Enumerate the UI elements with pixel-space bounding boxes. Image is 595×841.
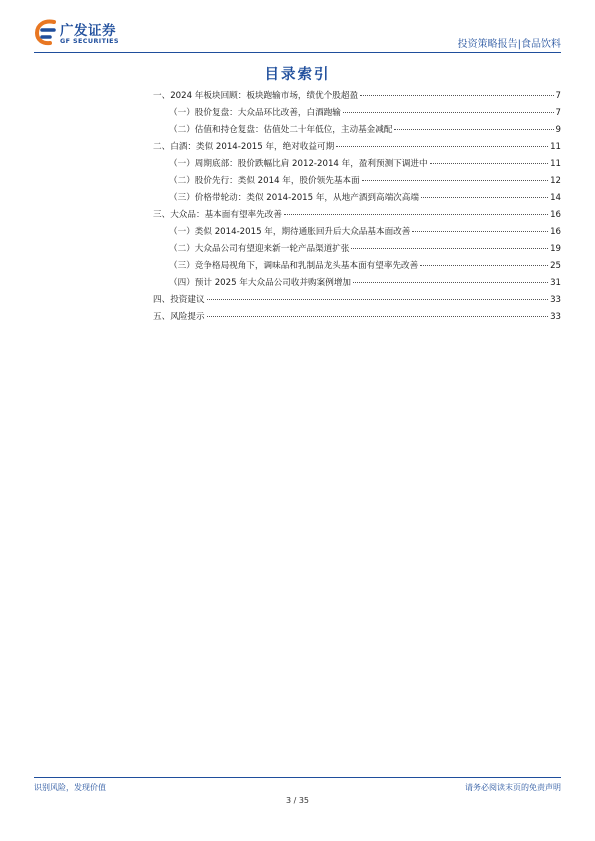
toc-entry-page: 16 (550, 210, 561, 220)
toc-entry-page: 12 (550, 176, 561, 186)
toc-leader-dots (353, 282, 548, 283)
toc-entry-text: 一、2024 年板块回顾：板块跑输市场，绩优个股超盈 (153, 91, 359, 101)
toc-entry-text: 四、投资建议 (153, 295, 205, 305)
toc-entry[interactable] (153, 157, 561, 174)
toc-entry-text: （四）预计 2025 年大众品公司收并购案例增加 (169, 278, 352, 288)
toc-entry[interactable] (153, 191, 561, 208)
toc-leader-dots (351, 248, 548, 249)
toc-entry[interactable] (153, 106, 561, 123)
toc-leader-dots (207, 316, 548, 317)
logo-english-name: GF SECURITIES (60, 37, 119, 45)
toc-entry-page: 31 (550, 278, 561, 288)
toc-entry[interactable] (153, 140, 561, 157)
company-logo (34, 18, 134, 50)
footer-divider (34, 777, 561, 778)
toc-entry-page: 33 (550, 312, 561, 322)
toc-entry-text: （二）股价先行：类似 2014 年，股价领先基本面 (169, 176, 360, 186)
toc-leader-dots (421, 197, 548, 198)
table-of-contents (153, 89, 561, 327)
toc-entry-page: 11 (550, 142, 561, 152)
toc-leader-dots (394, 129, 553, 130)
toc-entry[interactable] (153, 310, 561, 327)
toc-entry-text: （二）大众品公司有望迎来新一轮产品渠道扩张 (169, 244, 350, 254)
toc-leader-dots (430, 163, 549, 164)
toc-entry-page: 7 (555, 108, 561, 118)
toc-entry-page: 14 (550, 193, 561, 203)
toc-entry[interactable] (153, 293, 561, 310)
toc-entry-page: 7 (555, 91, 561, 101)
logo-chinese-name: 广发证券 (60, 23, 116, 39)
toc-leader-dots (420, 265, 548, 266)
toc-entry-page: 33 (550, 295, 561, 305)
toc-title: 目录索引 (264, 67, 331, 83)
toc-entry-text: 三、大众品：基本面有望率先改善 (153, 210, 282, 220)
toc-leader-dots (360, 95, 553, 96)
toc-entry-page: 11 (550, 159, 561, 169)
toc-leader-dots (412, 231, 548, 232)
footer-disclaimer-note: 请务必阅读末页的免责声明 (465, 783, 561, 792)
page-number: 3 / 35 (285, 796, 310, 805)
toc-entry-text: （三）竞争格局视角下，调味品和乳制品龙头基本面有望率先改善 (169, 261, 419, 271)
toc-entry[interactable] (153, 276, 561, 293)
toc-entry-page: 25 (550, 261, 561, 271)
toc-entry-text: （一）类似 2014-2015 年，期待通胀回升后大众品基本面改善 (169, 227, 411, 237)
toc-entry[interactable] (153, 89, 561, 106)
toc-leader-dots (343, 112, 554, 113)
footer-slogan: 识别风险，发现价值 (34, 783, 106, 792)
toc-entry[interactable] (153, 225, 561, 242)
toc-entry-page: 19 (550, 244, 561, 254)
toc-leader-dots (207, 299, 548, 300)
toc-entry[interactable] (153, 123, 561, 140)
gf-logo-icon (34, 18, 58, 46)
toc-entry[interactable] (153, 242, 561, 259)
page-header (34, 18, 561, 52)
toc-entry-page: 16 (550, 227, 561, 237)
toc-leader-dots (336, 146, 548, 147)
toc-entry-text: （三）价格带轮动：类似 2014-2015 年，从地产酒到高端次高端 (169, 193, 419, 203)
toc-entry-text: （一）股价复盘：大众品环比改善，白酒跑输 (169, 108, 341, 118)
toc-entry-text: （二）估值和持仓复盘：估值处二十年低位，主动基金减配 (169, 125, 393, 135)
toc-entry[interactable] (153, 174, 561, 191)
toc-leader-dots (362, 180, 548, 181)
report-category: 投资策略报告|食品饮料 (457, 39, 561, 50)
toc-entry[interactable] (153, 208, 561, 225)
toc-entry-page: 9 (555, 125, 561, 135)
header-divider (34, 52, 561, 53)
toc-leader-dots (284, 214, 548, 215)
toc-entry-text: （一）周期底部：股价跌幅比肩 2012-2014 年，盈利预测下调进中 (169, 159, 428, 169)
toc-entry-text: 二、白酒：类似 2014-2015 年，绝对收益可期 (153, 142, 335, 152)
toc-entry[interactable] (153, 259, 561, 276)
toc-entry-text: 五、风险提示 (153, 312, 205, 322)
